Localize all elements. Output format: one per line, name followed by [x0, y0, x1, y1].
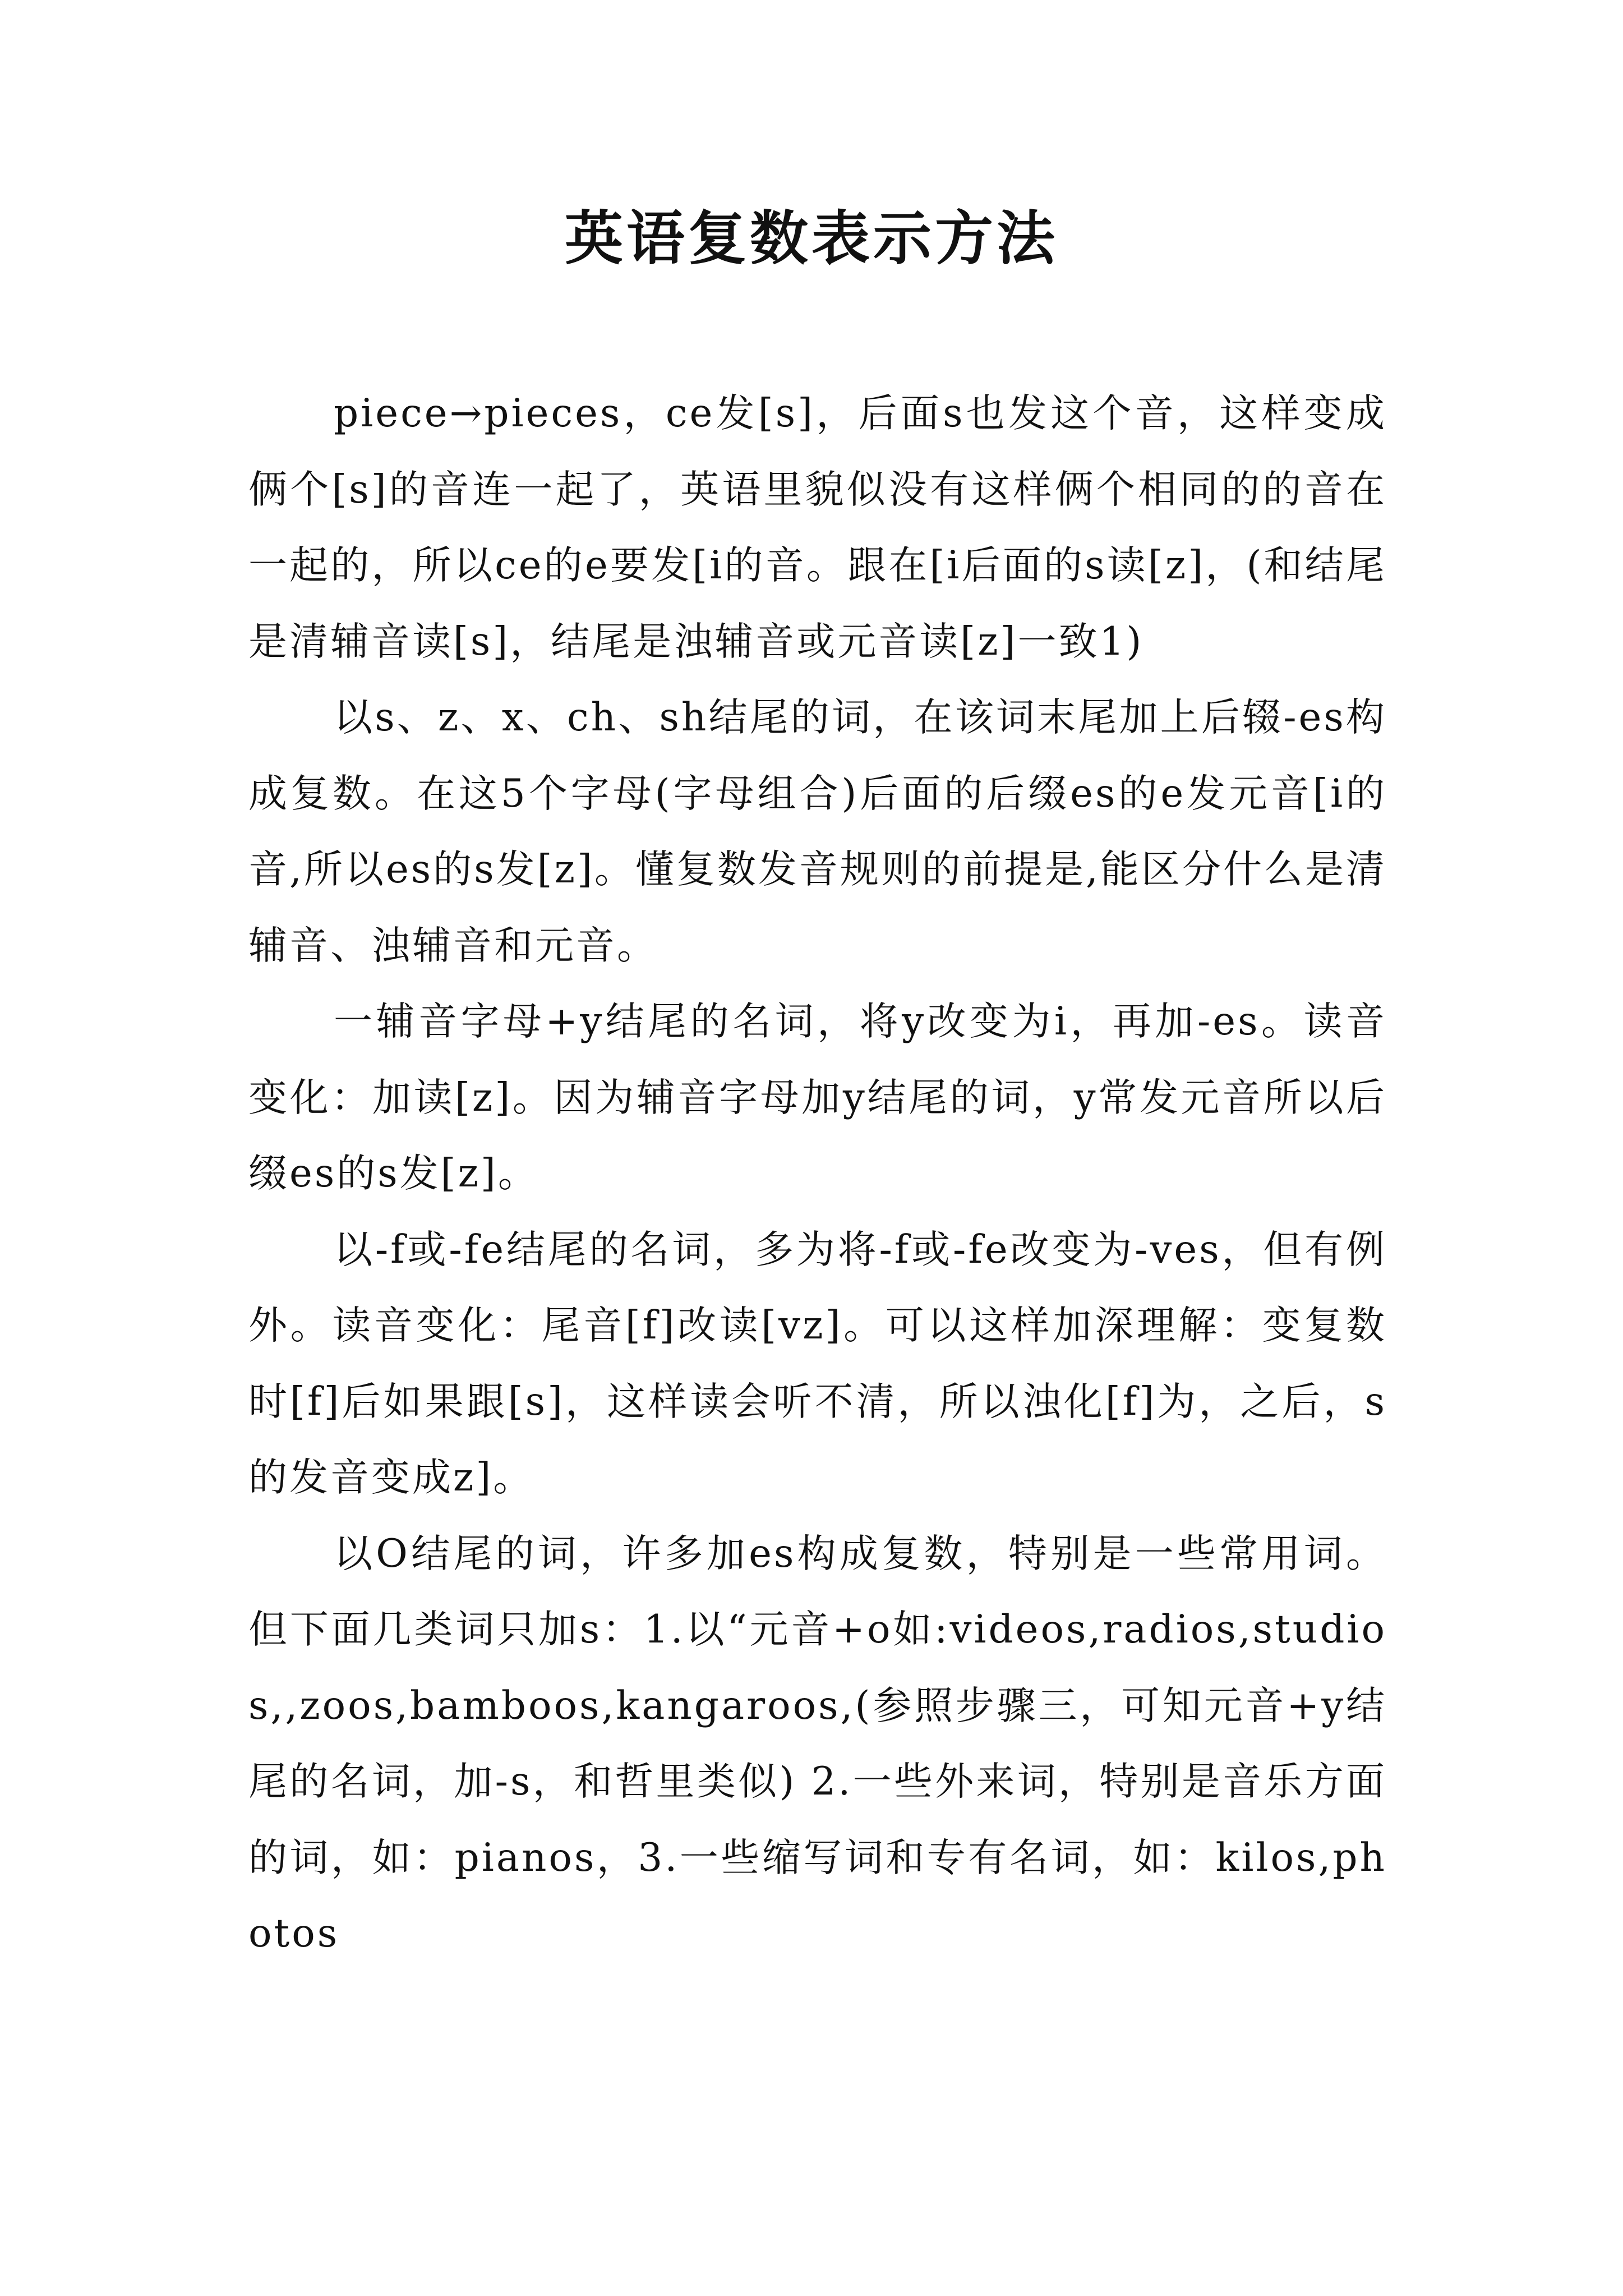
paragraph-o-endings: 以O结尾的词，许多加es构成复数，特别是一些常用词。但下面几类词只加s：1.以“元音+o如:videos,radios,studios,,zoos,bamboos,kangaroos,(参照步骤三，可知元音+y结尾的名词，加-s，和哲里类似) 2.一些外来词，特别是音乐方面的词，如：pianos，3.一些缩写词和专有名词，如：kilos,photos — [248, 1531, 1387, 1956]
document-title: 英语复数表示方法 — [564, 204, 1058, 273]
paragraph-f-fe-endings: 以-f或-fe结尾的名词，多为将-f或-fe改变为-ves，但有例外。读音变化：尾音[f]改读[vz]。可以这样加深理解：变复数时[f]后如果跟[s]，这样读会听不清，所以浊化[f]为，之后，s的发音变成z]。 — [248, 1227, 1387, 1500]
paragraph-ce-pronunciation: piece→pieces，ce发[s]，后面s也发这个音，这样变成俩个[s]的音连一起了，英语里貌似没有这样俩个相同的的音在一起的，所以ce的e要发[i的音。跟在[i后面的s读[z]，(和结尾是清辅音读[s]，结尾是浊辅音或元音读[z]一致1) — [248, 391, 1387, 664]
paragraph-sibilant-endings: 以s、z、x、ch、sh结尾的词，在该词末尾加上后辍-es构成复数。在这5个字母(字母组合)后面的后缀es的e发元音[i的音,所以es的s发[z]。懂复数发音规则的前提是,能区分什么是清辅音、浊辅音和元音。 — [248, 695, 1387, 968]
paragraph-consonant-y-endings: 一辅音字母+y结尾的名词，将y改变为i，再加-es。读音变化：加读[z]。因为辅音字母加y结尾的词，y常发元音所以后缀es的s发[z]。 — [248, 999, 1387, 1196]
document-body — [248, 376, 1387, 1972]
